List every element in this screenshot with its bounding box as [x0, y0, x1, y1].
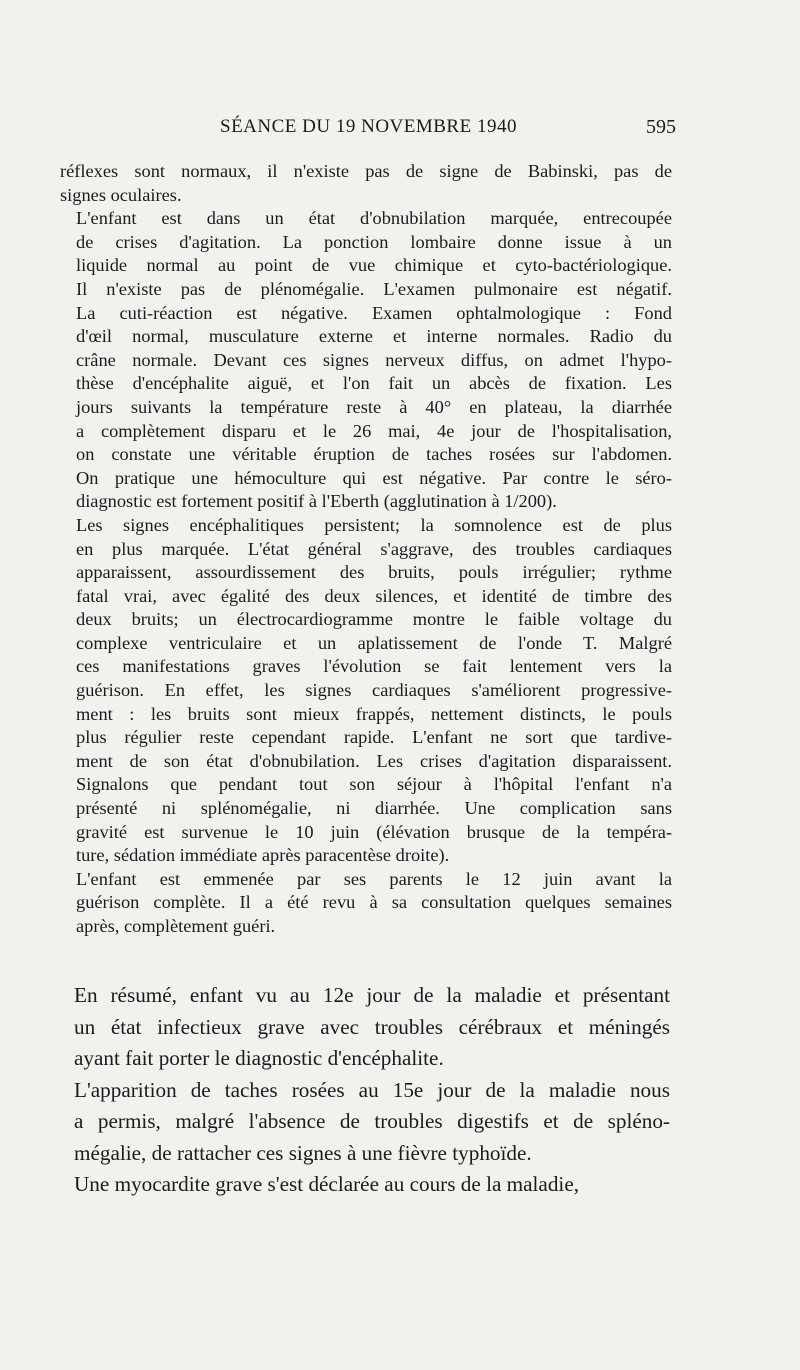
text-line: L'enfant est emmenée par ses parents le 12 juin avant la — [76, 868, 672, 889]
text-line: crâne normale. Devant ces signes nerveux diffus, on admet l'hypo- — [76, 349, 672, 370]
text-line: d'œil normal, musculature externe et interne normales. Radio du — [76, 326, 672, 347]
text-line: on constate une véritable éruption de taches rosées sur l'abdomen. — [76, 444, 672, 465]
page-header — [60, 116, 676, 144]
text-line: signes oculaires. — [60, 184, 182, 205]
text-line: Il n'existe pas de plénomégalie. L'examen pulmonaire est négatif. — [76, 278, 672, 299]
running-head-prefix: SÉANCE DU — [220, 116, 336, 137]
text-line: complexe ventriculaire et un aplatissement de l'onde T. Malgré — [76, 632, 672, 653]
text-line: réflexes sont normaux, il n'existe pas de signe de Babinski, pas de — [60, 161, 672, 181]
text-line: a permis, malgré l'absence de troubles digestifs et de spléno- — [74, 1109, 670, 1133]
text-line: thèse d'encéphalite aiguë, et l'on fait un abcès de fixation. Les — [76, 373, 672, 394]
text-line: L'enfant est dans un état d'obnubilation marquée, entrecoupée — [76, 208, 672, 229]
text-line: guérison complète. Il a été revu à sa consultation quelques semaines — [76, 892, 672, 913]
text-line: plus régulier reste cependant rapide. L'enfant ne sort que tardive- — [76, 727, 672, 748]
running-head-year: 1940 — [476, 116, 517, 137]
text-line: L'apparition de taches rosées au 15e jour de la maladie nous — [74, 1077, 670, 1102]
paragraph-typhoid — [58, 1075, 670, 1170]
text-line: Une myocardite grave s'est déclarée au cours de la maladie, — [74, 1172, 580, 1196]
paragraph-evolution — [60, 514, 672, 868]
text-line: fatal vrai, avec égalité des deux silences, et identité de timbre des — [76, 585, 672, 606]
text-line: ces manifestations graves l'évolution se fait lentement vers la — [76, 656, 672, 677]
text-line: en plus marquée. L'état général s'aggrave, des troubles cardiaques — [76, 538, 672, 559]
text-line: de crises d'agitation. La ponction lombaire donne issue à un — [76, 231, 672, 252]
text-line: ment : les bruits sont mieux frappés, nettement distincts, le pouls — [76, 703, 672, 724]
summary-text — [58, 980, 670, 1201]
text-line: liquide normal au point de vue chimique et cyto-bactériologique. — [76, 255, 672, 276]
text-line: gravité est survenue le 10 juin (élévation brusque de la tempéra- — [76, 821, 672, 842]
paragraph-summary — [58, 980, 670, 1075]
text-line: En résumé, enfant vu au 12e jour de la maladie et présentant — [74, 983, 670, 1007]
running-head-day: 19 — [335, 116, 356, 137]
paragraph-reflexes — [60, 160, 672, 207]
text-line: apparaissent, assourdissement des bruits, pouls irrégulier; rythme — [76, 562, 672, 583]
text-line: a complètement disparu et le 26 mai, 4e jour de l'hospitalisation, — [76, 420, 672, 441]
text-line: ture, sédation immédiate après paracentèse droite). — [76, 845, 450, 866]
text-line: présenté ni splénomégalie, ni diarrhée. Une complication sans — [76, 798, 672, 819]
case-report-text — [60, 160, 672, 939]
text-line: mégalie, de rattacher ces signes à une fièvre typhoïde. — [74, 1140, 532, 1165]
text-line: La cuti-réaction est négative. Examen ophtalmologique : Fond — [76, 302, 672, 323]
text-line: diagnostic est fortement positif à l'Eberth (agglutination à 1/200). — [76, 491, 557, 512]
paragraph-discharge — [60, 868, 672, 939]
text-line: Signalons que pendant tout son séjour à l'hôpital l'enfant n'a — [76, 774, 672, 795]
paragraph-clinical-state — [60, 207, 672, 514]
text-line: ment de son état d'obnubilation. Les crises d'agitation disparaissent. — [76, 750, 672, 771]
text-line: On pratique une hémoculture qui est négative. Par contre le séro- — [76, 467, 672, 488]
paragraph-myocarditis — [58, 1169, 670, 1201]
page-number: 595 — [646, 116, 676, 138]
text-line: Les signes encéphalitiques persistent; la somnolence est de plus — [76, 514, 672, 535]
text-line: deux bruits; un électrocardiogramme montre le faible voltage du — [76, 609, 672, 630]
text-line: guérison. En effet, les signes cardiaques s'améliorent progressive- — [76, 680, 672, 701]
text-line: ayant fait porter le diagnostic d'encéphalite. — [74, 1046, 444, 1070]
text-line: jours suivants la température reste à 40° en plateau, la diarrhée — [76, 396, 672, 417]
running-head — [220, 116, 517, 138]
text-line: un état infectieux grave avec troubles cérébraux et méningés — [74, 1014, 670, 1039]
text-line: après, complètement guéri. — [76, 916, 276, 936]
running-head-month: NOVEMBRE — [355, 116, 477, 137]
